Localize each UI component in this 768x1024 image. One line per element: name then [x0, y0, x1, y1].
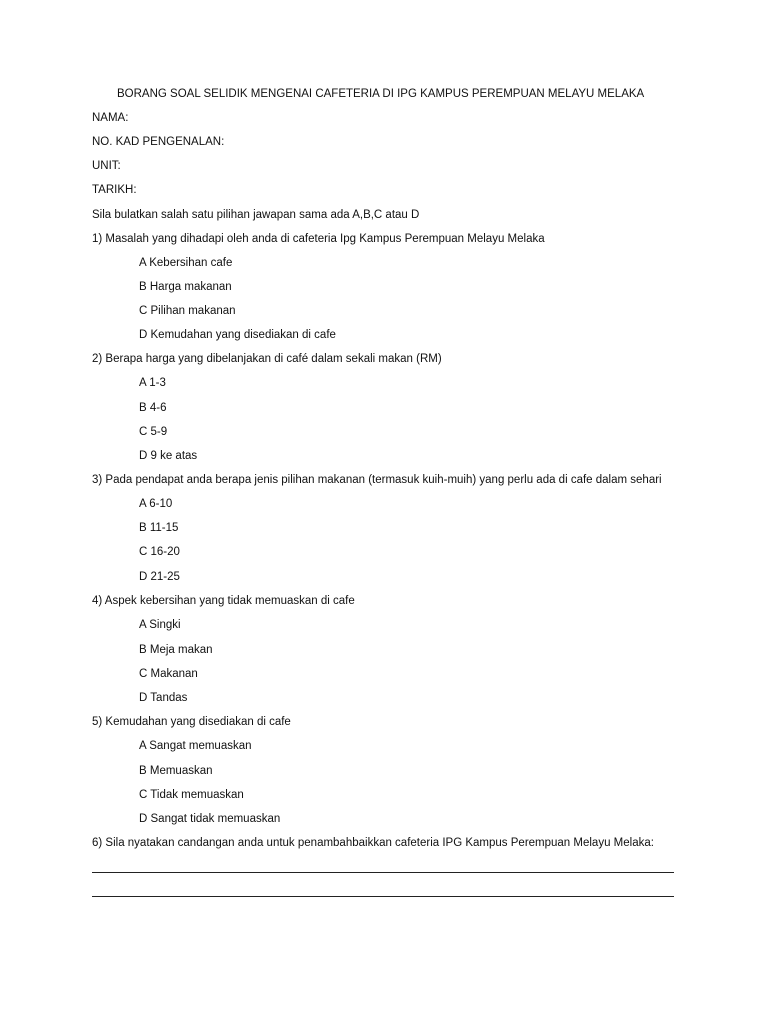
- question-4-option-c[interactable]: C Makanan: [139, 668, 198, 680]
- field-nama: NAMA:: [92, 112, 129, 124]
- question-1: 1) Masalah yang dihadapi oleh anda di cafeteria Ipg Kampus Perempuan Melayu Melaka: [92, 233, 545, 245]
- question-3-option-b[interactable]: B 11-15: [139, 522, 179, 534]
- question-4-option-d[interactable]: D Tandas: [139, 692, 188, 704]
- form-title: BORANG SOAL SELIDIK MENGENAI CAFETERIA DI IPG KAMPUS PEREMPUAN MELAYU MELAKA: [117, 88, 645, 100]
- question-2-option-b[interactable]: B 4-6: [139, 402, 167, 414]
- question-3: 3) Pada pendapat anda berapa jenis pilihan makanan (termasuk kuih-muih) yang perlu ada di cafe dalam sehari: [92, 474, 662, 486]
- question-4: 4) Aspek kebersihan yang tidak memuaskan di cafe: [92, 595, 355, 607]
- field-no-kad-pengenalan: NO. KAD PENGENALAN:: [92, 136, 225, 148]
- instruction-text: Sila bulatkan salah satu pilihan jawapan sama ada A,B,C atau D: [92, 209, 420, 221]
- answer-line-1[interactable]: [92, 872, 674, 873]
- question-1-option-a[interactable]: A Kebersihan cafe: [139, 257, 233, 269]
- question-5-option-d[interactable]: D Sangat tidak memuaskan: [139, 813, 281, 825]
- question-4-option-a[interactable]: A Singki: [139, 619, 181, 631]
- question-3-option-d[interactable]: D 21-25: [139, 571, 180, 583]
- question-2: 2) Berapa harga yang dibelanjakan di café dalam sekali makan (RM): [92, 353, 442, 365]
- question-6: 6) Sila nyatakan candangan anda untuk penambahbaikkan cafeteria IPG Kampus Perempuan Melayu Melaka:: [92, 837, 654, 849]
- question-2-option-c[interactable]: C 5-9: [139, 426, 168, 438]
- question-1-option-d[interactable]: D Kemudahan yang disediakan di cafe: [139, 329, 336, 341]
- question-4-option-b[interactable]: B Meja makan: [139, 644, 213, 656]
- question-2-option-a[interactable]: A 1-3: [139, 377, 166, 389]
- question-2-option-d[interactable]: D 9 ke atas: [139, 450, 198, 462]
- question-1-option-b[interactable]: B Harga makanan: [139, 281, 232, 293]
- question-3-option-c[interactable]: C 16-20: [139, 546, 180, 558]
- question-5-option-b[interactable]: B Memuaskan: [139, 765, 213, 777]
- question-5-option-c[interactable]: C Tidak memuaskan: [139, 789, 244, 801]
- answer-line-2[interactable]: [92, 896, 674, 897]
- question-3-option-a[interactable]: A 6-10: [139, 498, 173, 510]
- question-1-option-c[interactable]: C Pilihan makanan: [139, 305, 236, 317]
- question-5-option-a[interactable]: A Sangat memuaskan: [139, 740, 252, 752]
- question-5: 5) Kemudahan yang disediakan di cafe: [92, 716, 291, 728]
- field-unit: UNIT:: [92, 160, 121, 172]
- field-tarikh: TARIKH:: [92, 184, 137, 196]
